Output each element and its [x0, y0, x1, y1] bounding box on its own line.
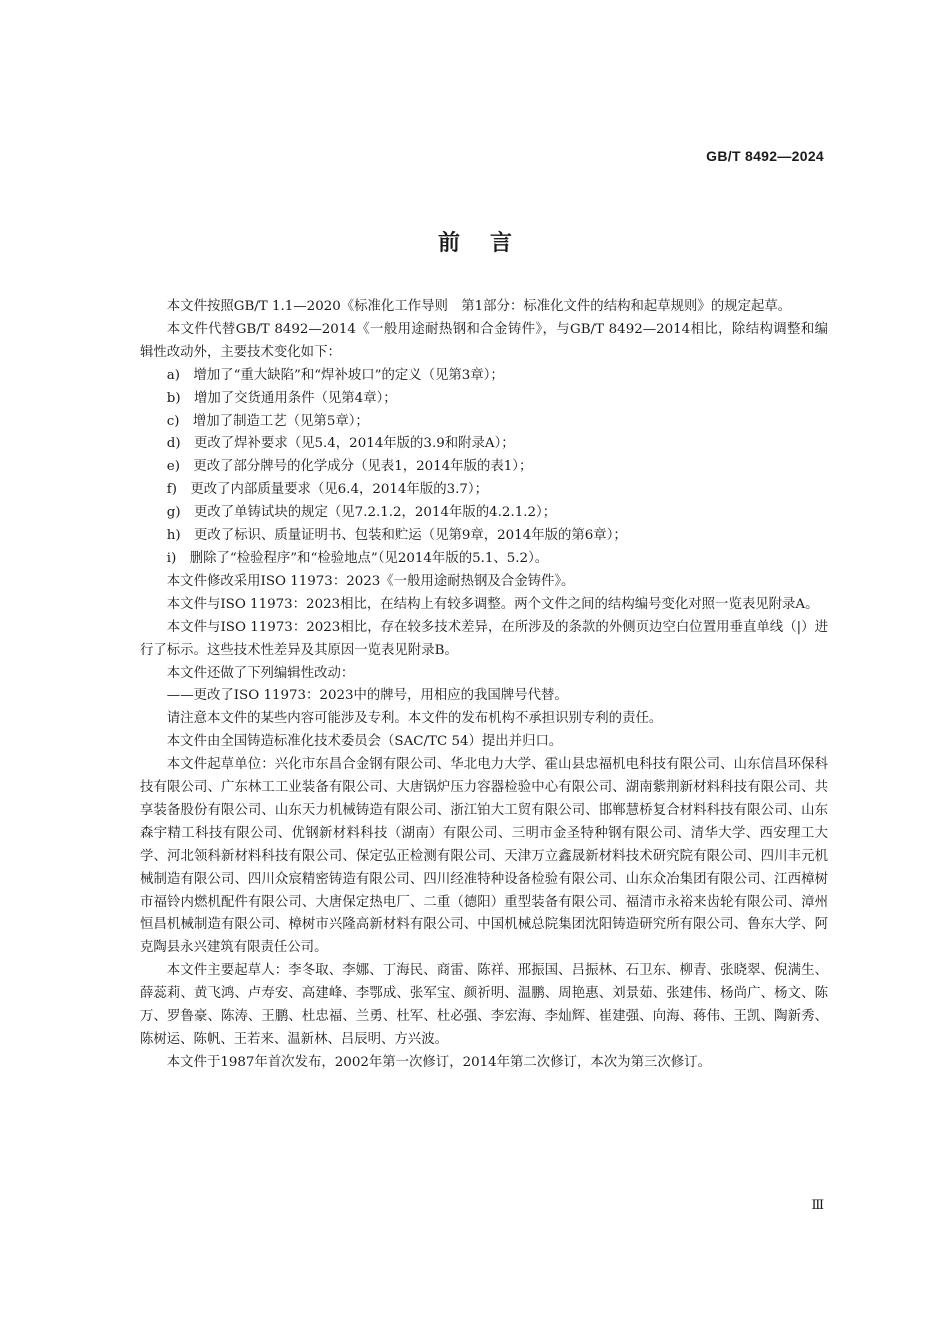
- paragraph-drafting-units: 本文件起草单位：兴化市东昌合金钢有限公司、华北电力大学、霍山县忠福机电科技有限公司、山东信昌环保科技有限公司、广东林工工业装备有限公司、大唐锅炉压力容器检验中心有限公司、湖南紫荆新材料科技有限公司、共享装备股份有限公司、山东天力机械铸造有限公司、浙江铂大工贸有限公司、邯郸慧桥复合材料科技有限公司、山东森宇精工科技有限公司、优钢新材料科技（湖南）有限公司、三明市金圣特种钢有限公司、清华大学、西安理工大学、河北领科新材料科技有限公司、保定弘正检测有限公司、天津万立鑫晟新材料技术研究院有限公司、四川丰元机械制造有限公司、四川众宸精密铸造有限公司、四川经准特种设备检验有限公司、山东众冶集团有限公司、江西樟树市福铃内燃机配件有限公司、大唐保定热电厂、二重（德阳）重型装备有限公司、福清市永裕来齿轮有限公司、漳州恒昌机械制造有限公司、樟树市兴隆高新材料有限公司、中国机械总院集团沈阳铸造研究所有限公司、鲁东大学、阿克陶县永兴建筑有限责任公司。: [140, 757, 828, 956]
- paragraph-drafting-rules: 本文件按照GB/T 1.1—2020《标准化工作导则 第1部分：标准化文件的结构和起草规则》的规定起草。: [166, 299, 792, 314]
- paragraph-editorial-changes: 本文件还做了下列编辑性改动：: [166, 665, 355, 681]
- list-item: d) 更改了焊补要求（见5.4，2014年版的3.9和附录A）；: [166, 436, 515, 452]
- list-item: f) 更改了内部质量要求（见6.4，2014年版的3.7）；: [166, 482, 488, 498]
- paragraph-proposer: 本文件由全国铸造标准化技术委员会（SAC/TC 54）提出并归口。: [166, 734, 563, 750]
- editorial-change-item: ——更改了ISO 11973：2023中的牌号，用相应的我国牌号代替。: [166, 688, 568, 704]
- page-number: Ⅲ: [811, 1198, 824, 1213]
- list-item: h) 更改了标识、质量证明书、包装和贮运（见第9章，2014年版的第6章）；: [166, 528, 627, 544]
- paragraph-structure-differences: 本文件与ISO 11973：2023相比，在结构上有较多调整。两个文件之间的结构编号变化对照一览表见附录A。: [166, 596, 819, 612]
- paragraph-history: 本文件于1987年首次发布，2002年第一次修订，2014年第二次修订，本次为第三次修订。: [166, 1054, 711, 1070]
- list-item: c) 增加了制造工艺（见第5章）；: [166, 413, 369, 429]
- paragraph-iso-adoption: 本文件修改采用ISO 11973：2023《一般用途耐热钢及合金铸件》。: [166, 573, 575, 589]
- list-item: a) 增加了“重大缺陷”和“焊补坡口”的定义（见第3章）；: [166, 367, 504, 383]
- paragraph-patent-notice: 请注意本文件的某些内容可能涉及专利。本文件的发布机构不承担识别专利的责任。: [166, 711, 663, 727]
- list-item: e) 更改了部分牌号的化学成分（见表1，2014年版的表1）；: [166, 459, 533, 475]
- paragraph-drafters: 本文件主要起草人：李冬取、李娜、丁海民、商雷、陈祥、邢振国、吕振林、石卫东、柳青、张晓翠、倪满生、薛蕊莉、黄飞鸿、卢寿安、高建峰、李鄂成、张军宝、颜祈明、温鹏、周艳惠、刘景茹、张建伟、杨尚广、杨文、陈万、罗鲁豪、陈涛、王鹏、杜忠福、兰勇、杜军、杜必强、李宏海、李灿辉、崔建强、向海、蒋伟、王凯、陶新秀、陈树运、陈帆、王若来、温新林、吕辰明、方兴波。: [140, 963, 828, 1047]
- foreword-body: [140, 296, 828, 1075]
- list-item: i) 删除了“检验程序”和“检验地点”（见2014年版的5.1、5.2）。: [166, 550, 549, 566]
- paragraph-technical-differences: 本文件与ISO 11973：2023相比，存在较多技术差异，在所涉及的条款的外侧页边空白位置用垂直单线（|）进行了标示。这些技术性差异及其原因一览表见附录B。: [140, 619, 828, 658]
- list-item: g) 更改了单铸试块的规定（见7.2.1.2，2014年版的4.2.1.2）；: [166, 505, 557, 521]
- standard-number: GB/T 8492—2024: [706, 148, 824, 164]
- paragraph-replacement: 本文件代替GB/T 8492—2014《一般用途耐热钢和合金铸件》，与GB/T 8492—2014相比，除结构调整和编辑性改动外，主要技术变化如下：: [140, 321, 828, 360]
- page-title: 前言: [437, 231, 542, 256]
- list-item: b) 增加了交货通用条件（见第4章）；: [166, 390, 397, 406]
